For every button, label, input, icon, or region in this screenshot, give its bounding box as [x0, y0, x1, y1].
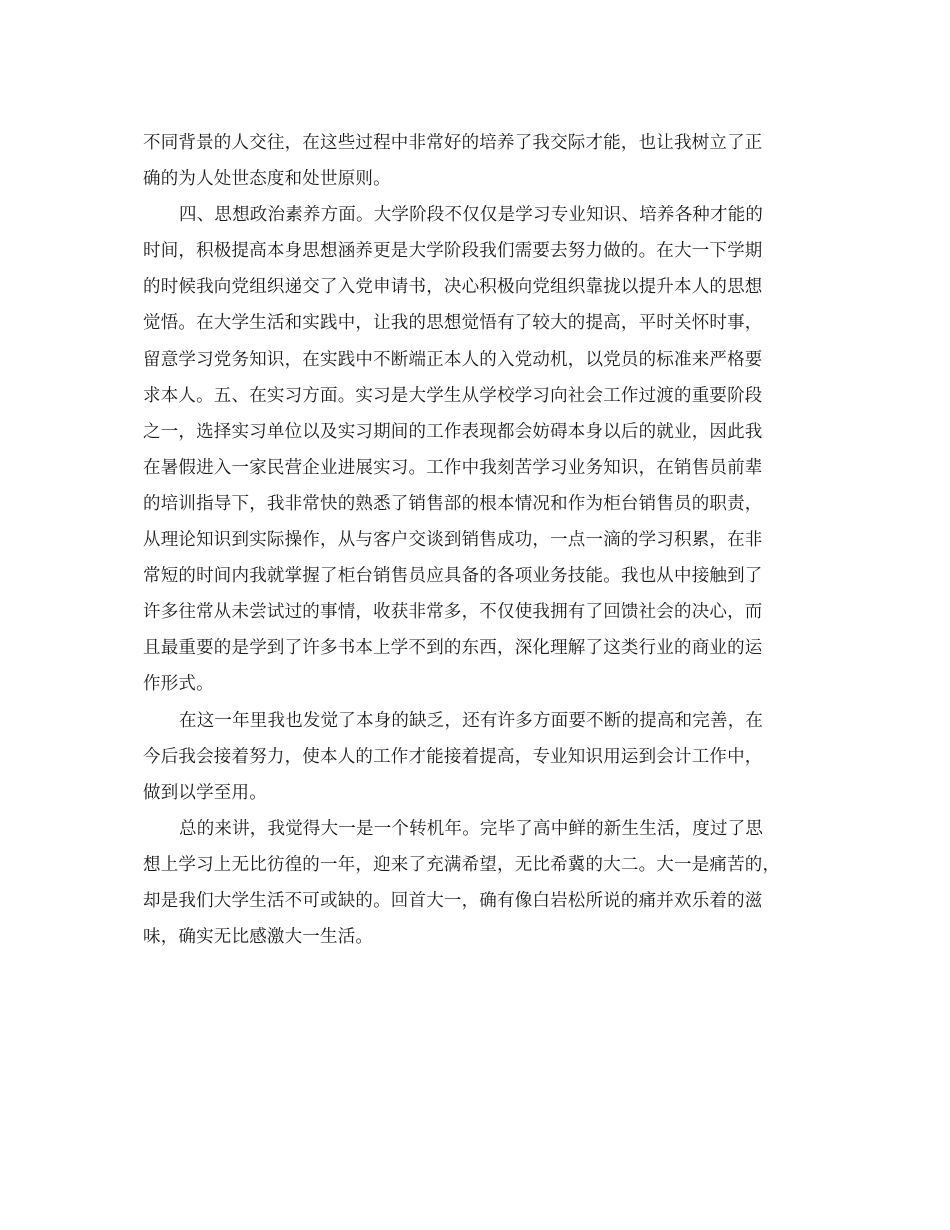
text-line: 作形式。 — [143, 674, 214, 695]
text-line: 觉悟。在大学生活和实践中，让我的思想觉悟有了较大的提高，平时关怀时事， — [143, 313, 763, 334]
text-line: 常短的时间内我就掌握了柜台销售员应具备的各项业务技能。我也从中接触到了 — [143, 566, 763, 587]
text-line: 且最重要的是学到了许多书本上学不到的东西，深化理解了这类行业的商业的运 — [143, 638, 763, 659]
text-line: 确的为人处世态度和处世原则。 — [143, 169, 391, 190]
text-line: 味，确实无比感激大一生活。 — [143, 927, 374, 948]
text-line: 却是我们大学生活不可或缺的。回首大一，确有像白岩松所说的痛并欢乐着的滋 — [143, 890, 763, 911]
text-line: 求本人。五、在实习方面。实习是大学生从学校学习向社会工作过渡的重要阶段 — [143, 385, 763, 406]
text-line: 之一，选择实习单位以及实习期间的工作表现都会妨碍本身以后的就业，因此我 — [143, 421, 763, 442]
text-line: 的培训指导下，我非常快的熟悉了销售部的根本情况和作为柜台销售员的职责， — [143, 493, 763, 514]
text-line: 许多往常从未尝试过的事情，收获非常多，不仅使我拥有了回馈社会的决心，而 — [143, 602, 763, 623]
text-line: 总的来讲，我觉得大一是一个转机年。完毕了高中鲜的新生生活，度过了思 — [179, 818, 764, 839]
text-line: 今后我会接着努力，使本人的工作才能接着提高，专业知识用运到会计工作中， — [143, 746, 763, 767]
text-line: 从理论知识到实际操作，从与客户交谈到销售成功，一点一滴的学习积累，在非 — [143, 530, 763, 551]
text-line: 的时候我向党组织递交了入党申请书，决心积极向党组织靠拢以提升本人的思想 — [143, 277, 763, 298]
text-line: 在暑假进入一家民营企业进展实习。工作中我刻苦学习业务知识，在销售员前辈 — [143, 457, 763, 478]
text-line: 不同背景的人交往，在这些过程中非常好的培养了我交际才能，也让我树立了正 — [143, 133, 763, 153]
text-line: 留意学习党务知识，在实践中不断端正本人的入党动机，以党员的标准来严格要 — [143, 349, 763, 370]
text-line: 想上学习上无比彷徨的一年，迎来了充满希望，无比希冀的大二。大一是痛苦的， — [143, 854, 781, 875]
text-line: 做到以学至用。 — [143, 782, 267, 803]
text-line: 时间，积极提高本身思想涵养更是大学阶段我们需要去努力做的。在大一下学期 — [143, 241, 763, 262]
text-line: 在这一年里我也发觉了本身的缺乏，还有许多方面要不断的提高和完善，在 — [179, 710, 764, 731]
document-body — [143, 125, 808, 955]
text-line: 四、思想政治素养方面。大学阶段不仅仅是学习专业知识、培养各种才能的 — [179, 205, 764, 226]
